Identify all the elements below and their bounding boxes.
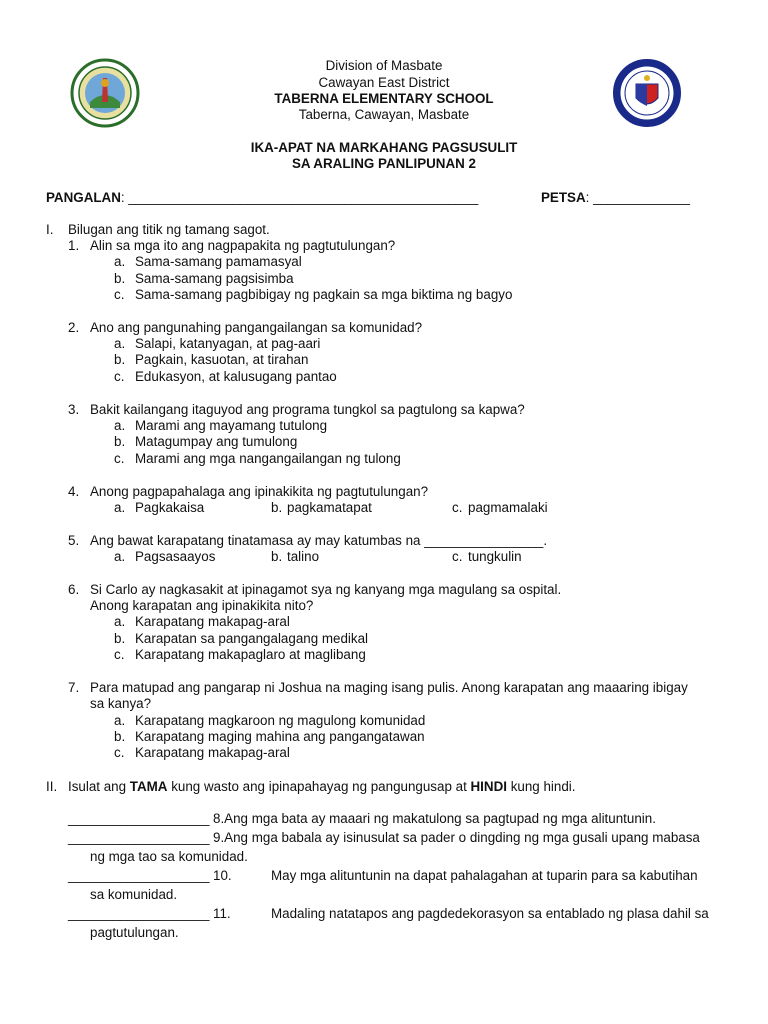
question-number: 6. [68, 582, 80, 597]
choice-letter: c. [114, 647, 125, 662]
question-number: 3. [68, 402, 80, 417]
item-number: 10. [213, 868, 232, 883]
choice-text[interactable]: Karapatang maging mahina ang pangangatawan [135, 729, 425, 744]
choice-letter: c. [452, 500, 463, 515]
question-text-continued: Anong karapatan ang ipinakikita nito? [90, 598, 314, 613]
question-number: 4. [68, 484, 80, 499]
choice-text[interactable]: Salapi, katanyagan, at pag-aari [135, 336, 321, 351]
answer-blank[interactable]: ___________________ [68, 868, 210, 883]
choice-text[interactable]: Karapatang magkaroon ng magulong komunidad [135, 713, 426, 728]
choice-letter: c. [114, 287, 125, 302]
part1-instruction: Bilugan ang titik ng tamang sagot. [68, 222, 270, 237]
question-text: Anong pagpapahalaga ang ipinakikita ng pagtutulungan? [90, 484, 429, 499]
choice-letter: a. [114, 549, 126, 564]
choice-text[interactable]: Pagkain, kasuotan, at tirahan [135, 352, 309, 367]
choice-letter: a. [114, 614, 126, 629]
question-number: 2. [68, 320, 80, 335]
question-text: Para matupad ang pangarap ni Joshua na maging isang pulis. Anong karapatan ang maaaring ibigay [90, 680, 688, 695]
choice-text[interactable]: Marami ang mga nangangailangan ng tulong [135, 451, 401, 466]
choice-letter: a. [114, 500, 126, 515]
question-text: Ang bawat karapatang tinatamasa ay may katumbas na ________________. [90, 533, 548, 548]
choice-text[interactable]: pagmamalaki [468, 500, 548, 515]
part2-number: II. [46, 779, 58, 794]
part2-instruction [68, 779, 575, 795]
exam-title: IKA-APAT NA MARKAHANG PAGSUSULIT [250, 140, 518, 155]
question-text-continued: sa kanya? [90, 696, 152, 711]
instruction-text: kung wasto ang ipinapahayag ng pangungusap at [167, 779, 471, 794]
district-name: Cawayan East District [318, 75, 450, 90]
choice-text[interactable]: Karapatang makapag-aral [135, 614, 290, 629]
choice-text[interactable]: Marami ang mayamang tutulong [135, 418, 328, 433]
choice-text[interactable]: pagkamatapat [287, 500, 372, 515]
choice-text[interactable]: Edukasyon, at kalusugang pantao [135, 369, 337, 384]
instruction-text: Isulat ang [68, 779, 130, 794]
question-text: Bakit kailangang itaguyod ang programa tungkol sa pagtulong sa kapwa? [90, 402, 525, 417]
item-text-continued: sa komunidad. [90, 887, 178, 902]
choice-text[interactable]: Karapatang makapaglaro at maglibang [135, 647, 366, 662]
item-text: May mga alituntunin na dapat pahalagahan at tuparin para sa kabutihan [271, 868, 698, 883]
choice-text[interactable]: Sama-samang pagbibigay ng pagkain sa mga biktima ng bagyo [135, 287, 513, 302]
choice-letter: b. [114, 729, 126, 744]
division-name: Division of Masbate [325, 58, 443, 73]
choice-text[interactable]: talino [287, 549, 320, 564]
choice-letter: a. [114, 418, 126, 433]
choice-letter: a. [114, 254, 126, 269]
name-field[interactable] [46, 190, 478, 206]
choice-text[interactable]: Sama-samang pamamasyal [135, 254, 302, 269]
part1-number: I. [46, 222, 54, 237]
item-text: 8.Ang mga bata ay maaari ng makatulong sa pagtupad ng mga alituntunin. [213, 811, 656, 826]
choice-text[interactable]: Pagkakaisa [135, 500, 205, 515]
answer-blank[interactable]: ___________________ [68, 811, 210, 826]
instruction-text: kung hindi. [506, 779, 576, 794]
item-text: 9.Ang mga babala ay isinusulat sa pader o dingding ng mga gusali upang mabasa [213, 830, 700, 845]
choice-letter: b. [271, 549, 283, 564]
choice-text[interactable]: Karapatang makapag-aral [135, 745, 290, 760]
name-line: : _______________________________________________ [120, 190, 479, 205]
hindi-keyword: HINDI [470, 779, 507, 794]
item-number: 11. [213, 906, 231, 921]
choice-letter: b. [114, 434, 126, 449]
question-number: 7. [68, 680, 80, 695]
answer-blank[interactable]: ___________________ [68, 906, 210, 921]
item-text: Madaling natatapos ang pagdedekorasyon sa entablado ng plasa dahil sa [271, 906, 709, 921]
question-number: 5. [68, 533, 80, 548]
date-label: PETSA [541, 190, 586, 205]
name-label: PANGALAN [46, 190, 121, 205]
choice-letter: b. [271, 500, 283, 515]
item-text-continued: pagtutulungan. [90, 925, 179, 940]
choice-text[interactable]: Pagsasaayos [135, 549, 216, 564]
school-address: Taberna, Cawayan, Masbate [298, 107, 470, 122]
school-name: TABERNA ELEMENTARY SCHOOL [274, 91, 494, 106]
choice-letter: a. [114, 713, 126, 728]
choice-letter: c. [114, 745, 125, 760]
choice-letter: c. [114, 369, 125, 384]
choice-letter: c. [452, 549, 463, 564]
answer-blank[interactable]: ___________________ [68, 830, 210, 845]
choice-letter: c. [114, 451, 125, 466]
choice-letter: b. [114, 631, 126, 646]
question-text: Ano ang pangunahing pangangailangan sa komunidad? [90, 320, 423, 335]
date-field[interactable] [541, 190, 690, 206]
choice-text[interactable]: Sama-samang pagsisimba [135, 271, 294, 286]
choice-text[interactable]: Karapatan sa pangangalagang medikal [135, 631, 369, 646]
choice-text[interactable]: Matagumpay ang tumulong [135, 434, 298, 449]
question-text: Si Carlo ay nagkasakit at ipinagamot sya ng kanyang mga magulang sa ospital. [90, 582, 562, 597]
tama-keyword: TAMA [129, 779, 168, 794]
question-number: 1. [68, 238, 80, 253]
item-text-continued: ng mga tao sa komunidad. [90, 849, 248, 864]
choice-letter: b. [114, 271, 126, 286]
choice-letter: b. [114, 352, 126, 367]
choice-letter: a. [114, 336, 126, 351]
question-text: Alin sa mga ito ang nagpapakita ng pagtutulungan? [90, 238, 396, 253]
choice-text[interactable]: tungkulin [468, 549, 522, 564]
date-line: : _____________ [585, 190, 690, 205]
exam-subject: SA ARALING PANLIPUNAN 2 [291, 156, 476, 171]
